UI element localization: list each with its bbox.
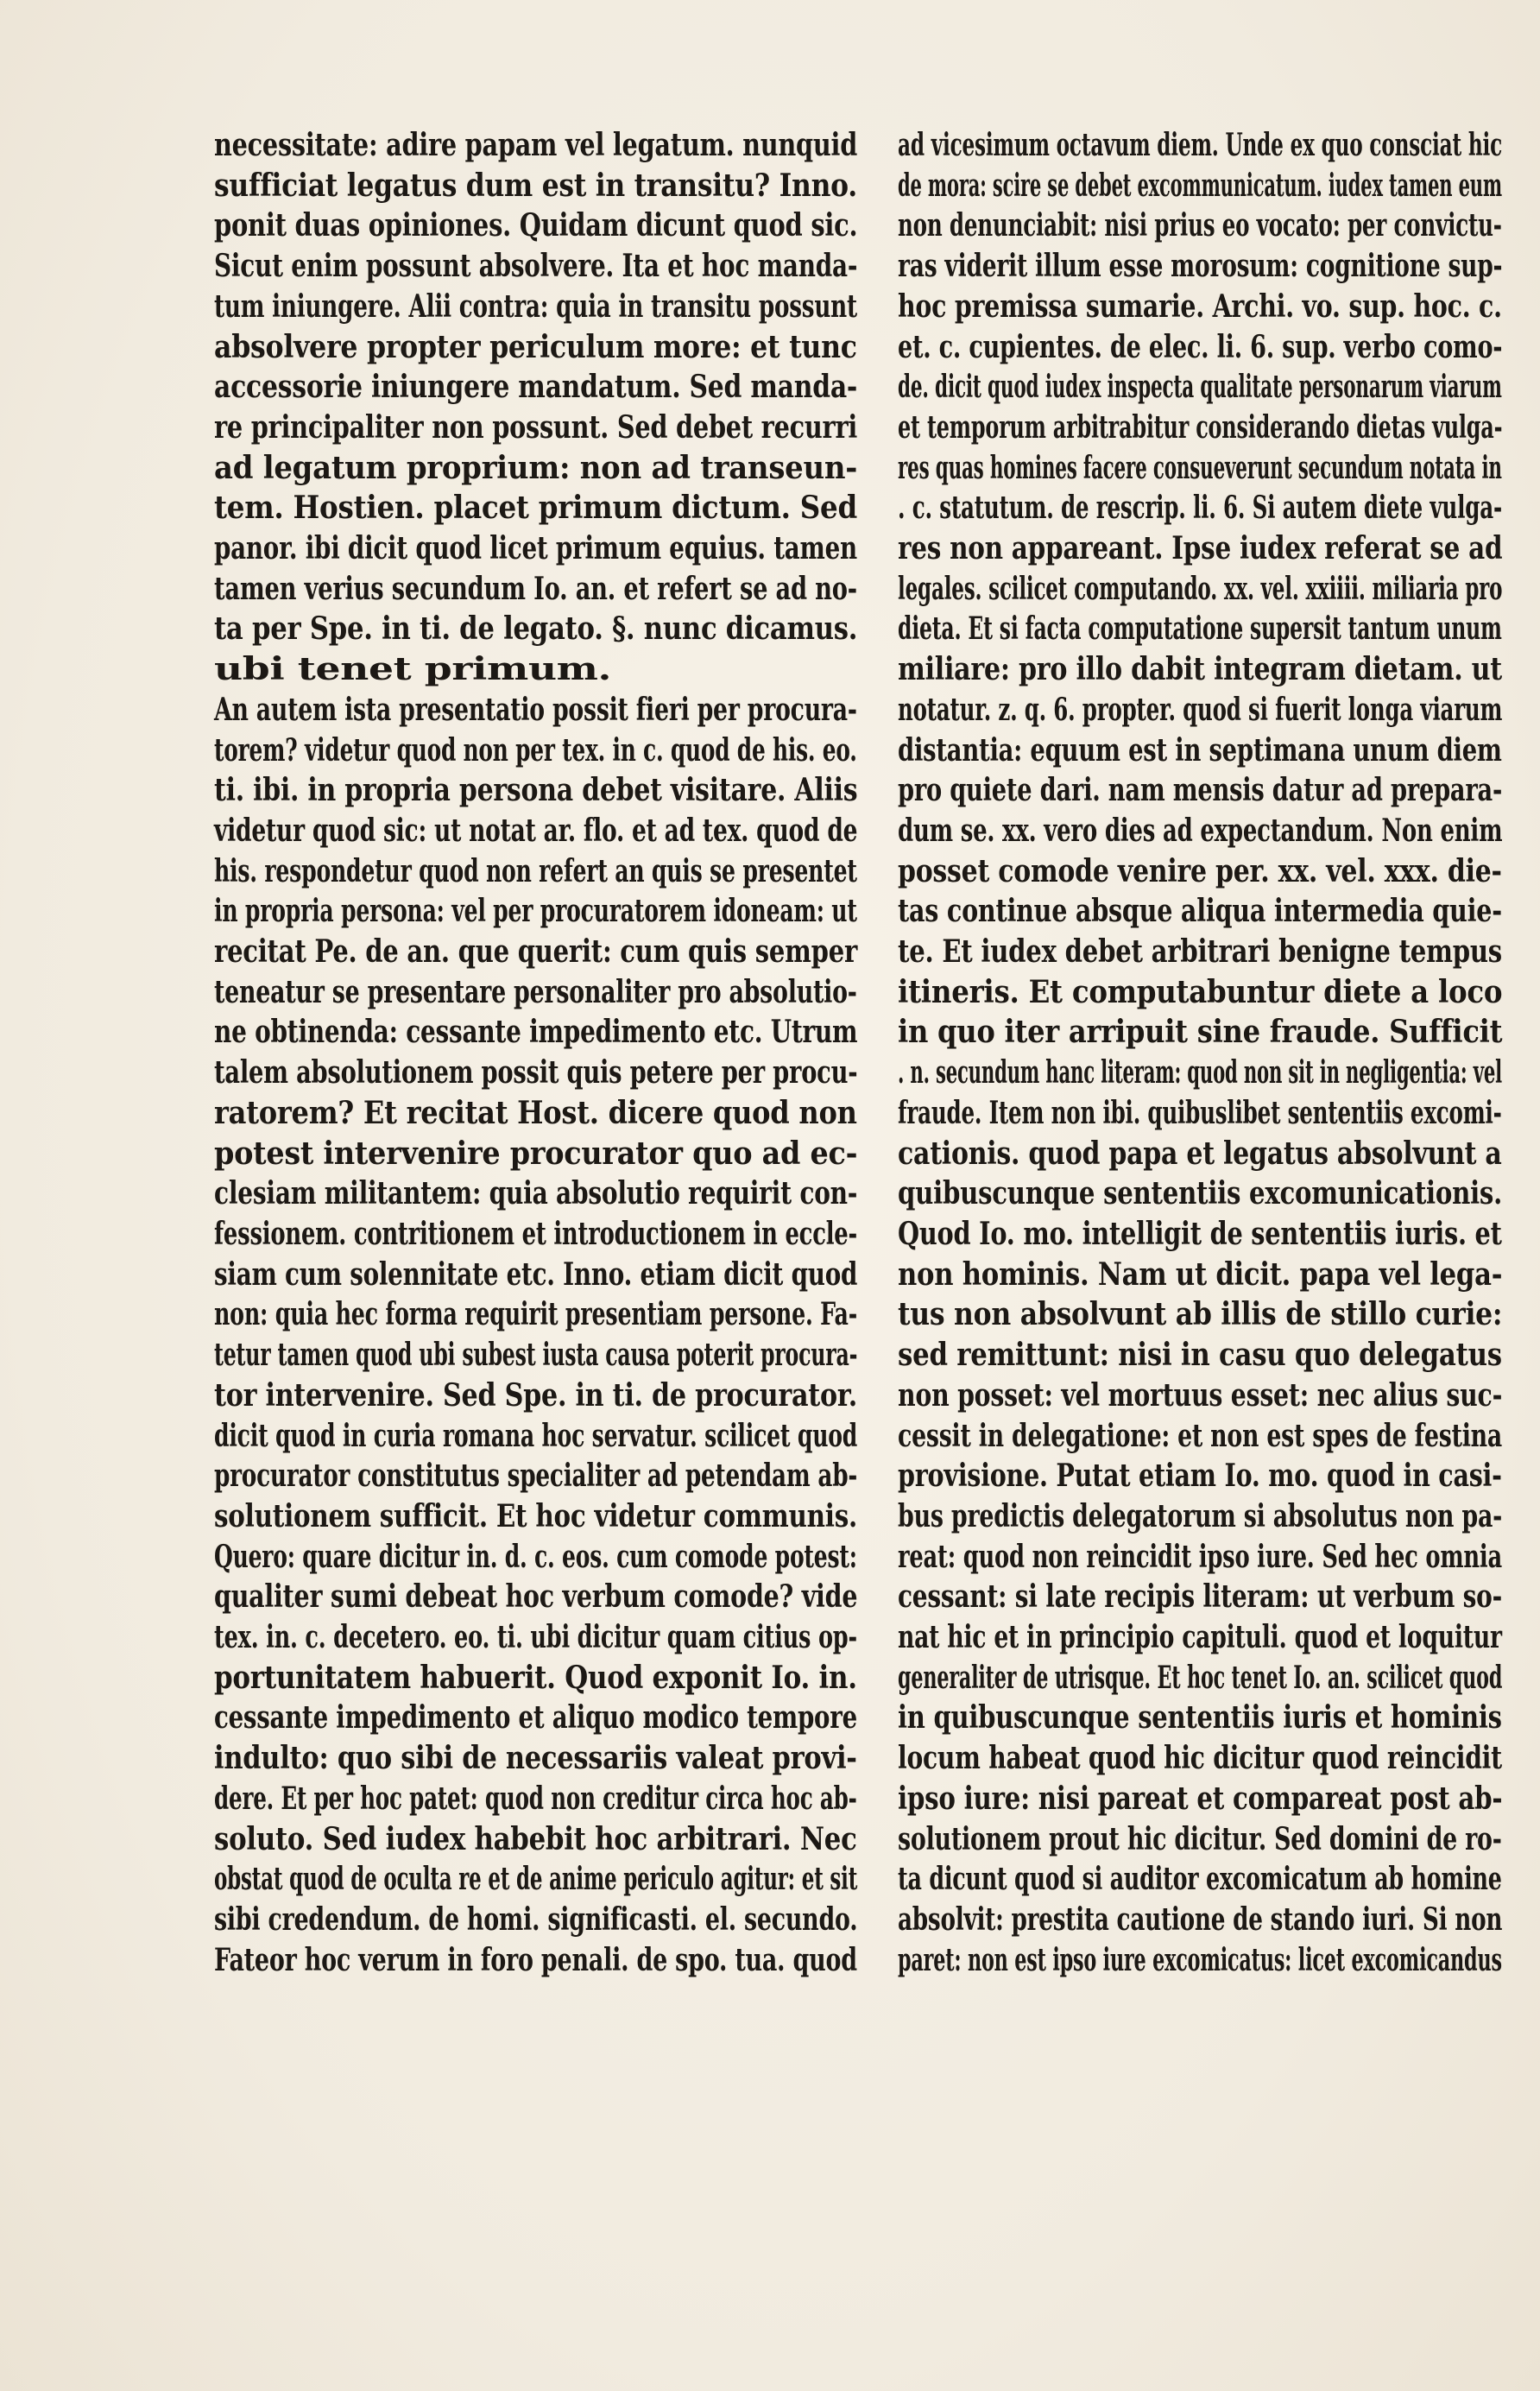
text-line: tus non absolvunt ab illis de stillo curie: <box>898 1295 1503 1333</box>
text-line: generaliter de utrisque. Et hoc tenet Io. an. scilicet quod <box>898 1658 1503 1696</box>
text-line: distantia: equum est in septimana unum diem <box>898 731 1502 769</box>
text-line: posset comode venire per. xx. vel. xxx. die- <box>898 851 1502 889</box>
text-line: cessante impedimento et aliquo modico tempore <box>214 1698 857 1736</box>
text-line: obstat quod de oculta re et de anime periculo agitur: et sit <box>214 1860 858 1898</box>
text-line: dieta. Et si facta computatione supersit tantum unum <box>898 610 1502 648</box>
text-line: ipso iure: nisi pareat et compareat post ab- <box>898 1779 1503 1817</box>
text-line: reat: quod non reincidit ipso iure. Sed hec omnia <box>898 1537 1502 1575</box>
text-line: absolvere propter periculum more: et tunc <box>214 327 857 365</box>
text-line: tas continue absque aliqua intermedia quie- <box>898 892 1502 930</box>
text-line: talem absolutionem possit quis petere per procu- <box>214 1053 858 1091</box>
text-line: et temporum arbitrabitur considerando dietas vulga- <box>898 408 1503 446</box>
text-line: recitat Pe. de an. que querit: cum quis semper <box>214 933 858 971</box>
text-line: de mora: scire se debet excommunicatum. iudex tamen eum <box>898 166 1502 204</box>
text-line: res non appareant. Ipse iudex referat se ad <box>898 529 1503 567</box>
text-line: Quero: quare dicitur in. d. c. eos. cum comode potest: <box>214 1537 857 1575</box>
text-line: paret: non est ipso iure excomicatus: licet excomicandus <box>898 1940 1502 1978</box>
text-line: qualiter sumi debeat hoc verbum comode? vide <box>214 1578 858 1616</box>
text-line: tum iniungere. Alii contra: quia in transitu possunt <box>214 287 857 325</box>
text-line: portunitatem habuerit. Quod exponit Io. in. <box>214 1658 857 1696</box>
text-line: non denunciabit: nisi prius eo vocato: per convictu- <box>898 206 1502 244</box>
text-line: ne obtinenda: cessante impedimento etc. Utrum <box>214 1013 858 1051</box>
text-line: in propria persona: vel per procuratorem idoneam: ut <box>214 892 857 930</box>
text-line: hoc premissa sumarie. Archi. vo. sup. hoc. c. <box>898 287 1502 325</box>
text-line: notatur. z. q. 6. propter. quod si fuerit longa viarum <box>898 690 1503 728</box>
text-line: necessitate: adire papam vel legatum. nunquid <box>214 126 858 163</box>
text-line: Quod Io. mo. intelligit de sententiis iuris. et <box>898 1214 1502 1252</box>
text-line: his. respondetur quod non refert an quis se presentet <box>214 851 857 889</box>
text-line: tex. in. c. decetero. eo. ti. ubi dicitur quam citius op- <box>214 1618 857 1656</box>
text-line: ubi tenet primum. <box>214 650 612 688</box>
text-line: panor. ibi dicit quod licet primum equius. tamen <box>214 529 857 567</box>
text-line: soluto. Sed iudex habebit hoc arbitrari. Nec <box>214 1819 857 1857</box>
text-line: locum habeat quod hic dicitur quod reincidit <box>898 1739 1502 1777</box>
text-line: solutionem prout hic dicitur. Sed domini de ro- <box>898 1819 1502 1857</box>
text-line: . c. statutum. de rescrip. li. 6. Si autem diete vulga- <box>898 489 1502 527</box>
text-line: ponit duas opiniones. Quidam dicunt quod sic. <box>214 206 858 244</box>
text-line: re principaliter non possunt. Sed debet recurri <box>214 408 858 446</box>
text-line: Sicut enim possunt absolvere. Ita et hoc manda- <box>214 247 858 285</box>
text-line: cessant: si late recipis literam: ut verbum so- <box>898 1578 1502 1616</box>
text-line: tetur tamen quod ubi subest iusta causa poterit procura- <box>214 1336 858 1374</box>
text-line: non: quia hec forma requirit presentiam persone. Fa- <box>214 1295 858 1333</box>
text-line: ti. ibi. in propria persona debet visitare. Aliis <box>214 771 858 809</box>
text-line: quibuscunque sententiis excomunicationis. <box>898 1174 1503 1212</box>
left-text-column <box>214 125 857 1980</box>
text-line: solutionem sufficit. Et hoc videtur communis. <box>214 1496 858 1534</box>
text-line: provisione. Putat etiam Io. mo. quod in casi- <box>898 1457 1502 1495</box>
text-line: ras viderit illum esse morosum: cognitione sup- <box>898 247 1503 285</box>
text-line: . n. secundum hanc literam: quod non sit in negligentia: vel <box>898 1053 1502 1091</box>
text-line: procurator constitutus specialiter ad petendam ab- <box>214 1457 858 1495</box>
text-line: nat hic et in principio capituli. quod et loquitur <box>898 1618 1502 1656</box>
text-line: tamen verius secundum Io. an. et refert se ad no- <box>214 569 857 607</box>
text-line: non hominis. Nam ut dicit. papa vel lega- <box>898 1255 1503 1293</box>
text-line: Fateor hoc verum in foro penali. de spo. tua. quod <box>214 1940 857 1978</box>
text-line: dere. Et per hoc patet: quod non creditur circa hoc ab- <box>214 1779 857 1817</box>
text-line: res quas homines facere consueverunt secundum notata in <box>898 448 1502 486</box>
text-line: indulto: quo sibi de necessariis valeat provi- <box>214 1739 857 1777</box>
text-line: teneatur se presentare personaliter pro absolutio- <box>214 972 857 1010</box>
text-line: bus predictis delegatorum si absolutus non pa- <box>898 1496 1503 1534</box>
text-line: pro quiete dari. nam mensis datur ad prepara- <box>898 771 1503 809</box>
text-line: ratorem? Et recitat Host. dicere quod non <box>214 1093 857 1131</box>
text-line: fessionem. contritionem et introductionem in eccle- <box>214 1214 858 1252</box>
text-line: in quibuscunque sententiis iuris et hominis <box>898 1698 1502 1736</box>
right-text-column <box>898 125 1502 1980</box>
text-line: An autem ista presentatio possit fieri per procura- <box>214 690 857 728</box>
text-line: ta per Spe. in ti. de legato. §. nunc dicamus. <box>214 610 858 648</box>
text-line: absolvit: prestita cautione de stando iuri. Si non <box>898 1900 1503 1938</box>
text-line: et. c. cupientes. de elec. li. 6. sup. verbo como- <box>898 327 1503 365</box>
text-line: accessorie iniungere mandatum. Sed manda- <box>214 368 858 406</box>
text-line: ad vicesimum octavum diem. Unde ex quo consciat hic <box>898 126 1503 163</box>
text-line: legales. scilicet computando. xx. vel. xxiiii. miliaria pro <box>898 569 1503 607</box>
text-line: dum se. xx. vero dies ad expectandum. Non enim <box>898 811 1503 849</box>
text-line: cessit in delegatione: et non est spes de festina <box>898 1416 1503 1454</box>
text-line: siam cum solennitate etc. Inno. etiam dicit quod <box>214 1255 858 1293</box>
text-line: videtur quod sic: ut notat ar. flo. et ad tex. quod de <box>214 811 858 849</box>
text-line: potest intervenire procurator quo ad ec- <box>214 1134 858 1172</box>
text-line: de. dicit quod iudex inspecta qualitate personarum viarum <box>898 368 1502 406</box>
text-line: ta dicunt quod si auditor excomicatum ab homine <box>898 1860 1502 1898</box>
text-line: itineris. Et computabuntur diete a loco <box>898 972 1503 1010</box>
text-line: miliare: pro illo dabit integram dietam. ut <box>898 650 1502 688</box>
text-line: sufficiat legatus dum est in transitu? Inno. <box>214 166 857 204</box>
text-line: fraude. Item non ibi. quibuslibet sententiis excomi- <box>898 1093 1502 1131</box>
text-line: te. Et iudex debet arbitrari benigne tempus <box>898 933 1502 971</box>
text-line: torem? videtur quod non per tex. in c. quod de his. eo. <box>214 731 857 769</box>
text-line: sed remittunt: nisi in casu quo delegatus <box>898 1336 1502 1374</box>
text-line: tem. Hostien. placet primum dictum. Sed <box>214 489 858 527</box>
text-line: sibi credendum. de homi. significasti. el. secundo. <box>214 1900 858 1938</box>
text-line: cationis. quod papa et legatus absolvunt a <box>898 1134 1502 1172</box>
text-line: ad legatum proprium: non ad transeun- <box>214 448 858 486</box>
text-line: in quo iter arripuit sine fraude. Sufficit <box>898 1013 1503 1051</box>
text-line: tor intervenire. Sed Spe. in ti. de procurator. <box>214 1376 858 1414</box>
text-line: clesiam militantem: quia absolutio requirit con- <box>214 1174 858 1212</box>
text-line: non posset: vel mortuus esset: nec alius suc- <box>898 1376 1503 1414</box>
text-line: dicit quod in curia romana hoc servatur. scilicet quod <box>214 1416 858 1454</box>
